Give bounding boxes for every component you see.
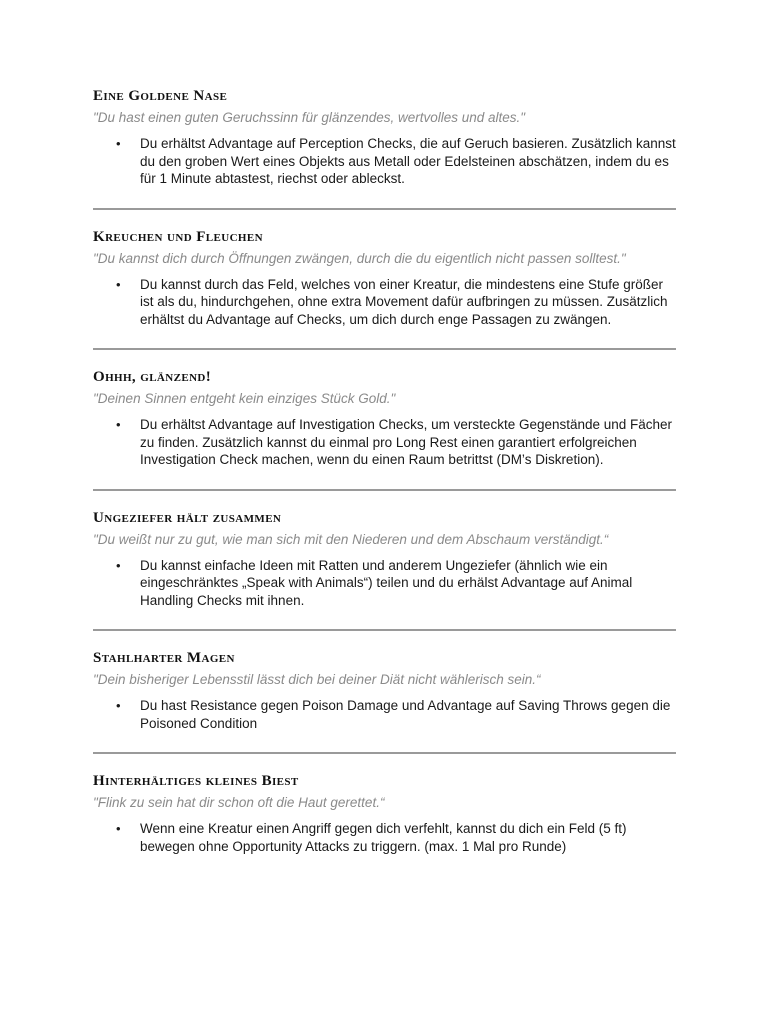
section-title: Ungeziefer hält zusammen — [93, 509, 282, 526]
section-quote: "Deinen Sinnen entgeht kein einziges Stück Gold." — [93, 391, 396, 406]
bullet-list — [93, 820, 676, 855]
section-quote: "Du hast einen guten Geruchssinn für glänzendes, wertvolles und altes." — [93, 110, 526, 125]
section-quote: "Du kannst dich durch Öffnungen zwängen, durch die du eigentlich nicht passen solltest." — [93, 250, 626, 266]
bullet-icon: • — [116, 698, 121, 713]
bullet-item — [93, 557, 676, 610]
feat-section — [93, 772, 676, 855]
bullet-list — [93, 135, 676, 188]
feat-section — [93, 228, 676, 329]
bullet-list — [93, 557, 676, 610]
section-title: Kreuchen und Fleuchen — [93, 228, 263, 245]
bullet-icon: • — [116, 417, 121, 432]
bullet-text: Du hast Resistance gegen Poison Damage und Advantage auf Saving Throws gegen die Poisoned Condition — [140, 698, 671, 731]
bullet-text: Du erhältst Advantage auf Perception Checks, die auf Geruch basieren. Zusätzlich kannst du den groben Wert eines Objekts aus Metall oder Edelsteinen abschätzen, indem du es für 1 Minute abtastest, riechst oder ableckst. — [140, 136, 676, 186]
section-divider — [93, 752, 676, 754]
bullet-item — [93, 820, 676, 855]
section-title: Hinterhältiges kleines Biest — [93, 773, 299, 789]
bullet-list — [93, 276, 676, 329]
feat-section — [93, 509, 676, 610]
section-divider — [93, 208, 676, 210]
bullet-item — [93, 276, 676, 329]
bullet-text: Wenn eine Kreatur einen Angriff gegen dich verfehlt, kannst du dich ein Feld (5 ft) bewegen ohne Opportunity Attacks zu triggern. (max. 1 Mal pro Runde) — [140, 821, 627, 854]
bullet-item — [93, 135, 676, 188]
section-divider — [93, 489, 676, 491]
bullet-icon: • — [116, 276, 121, 292]
section-title: Eine Goldene Nase — [93, 88, 228, 104]
section-divider — [93, 348, 676, 350]
bullet-list — [93, 697, 676, 732]
bullet-text: Du kannst durch das Feld, welches von einer Kreatur, die mindestens eine Stufe größer ist als du, hindurchgehen, ohne extra Movement dafür aufbringen zu müssen. Zusätzlich erhältst du Advantage auf Checks, um dich durch enge Passagen zu zwängen. — [140, 276, 668, 327]
section-divider — [93, 629, 676, 631]
section-title: Stahlharter Magen — [93, 650, 235, 666]
feat-section — [93, 649, 676, 732]
bullet-icon: • — [116, 557, 121, 573]
document-page — [93, 87, 676, 855]
section-quote: "Dein bisheriger Lebensstil lässt dich bei deiner Diät nicht wählerisch sein.“ — [93, 672, 541, 687]
bullet-item — [93, 697, 676, 732]
section-quote: "Flink zu sein hat dir schon oft die Haut gerettet.“ — [93, 795, 385, 810]
bullet-icon: • — [116, 136, 121, 151]
bullet-text: Du erhältst Advantage auf Investigation Checks, um versteckte Gegenstände und Fächer zu finden. Zusätzlich kannst du einmal pro Long Rest einen garantiert erfolgreichen Investigation Check machen, wenn du einen Raum betrittst (DM’s Diskretion). — [140, 417, 673, 467]
bullet-icon: • — [116, 821, 121, 836]
bullet-text: Du kannst einfache Ideen mit Ratten und anderem Ungeziefer (ähnlich wie ein eingeschränktes „Speak with Animals“) teilen und du erhälst Advantage auf Animal Handling Checks mit ihnen. — [140, 557, 633, 608]
feat-section — [93, 368, 676, 469]
feat-section — [93, 87, 676, 188]
bullet-list — [93, 416, 676, 469]
section-title: Ohhh, glänzend! — [93, 369, 212, 385]
bullet-item — [93, 416, 676, 469]
section-quote: "Du weißt nur zu gut, wie man sich mit den Niederen und dem Abschaum verständigt.“ — [93, 531, 609, 547]
